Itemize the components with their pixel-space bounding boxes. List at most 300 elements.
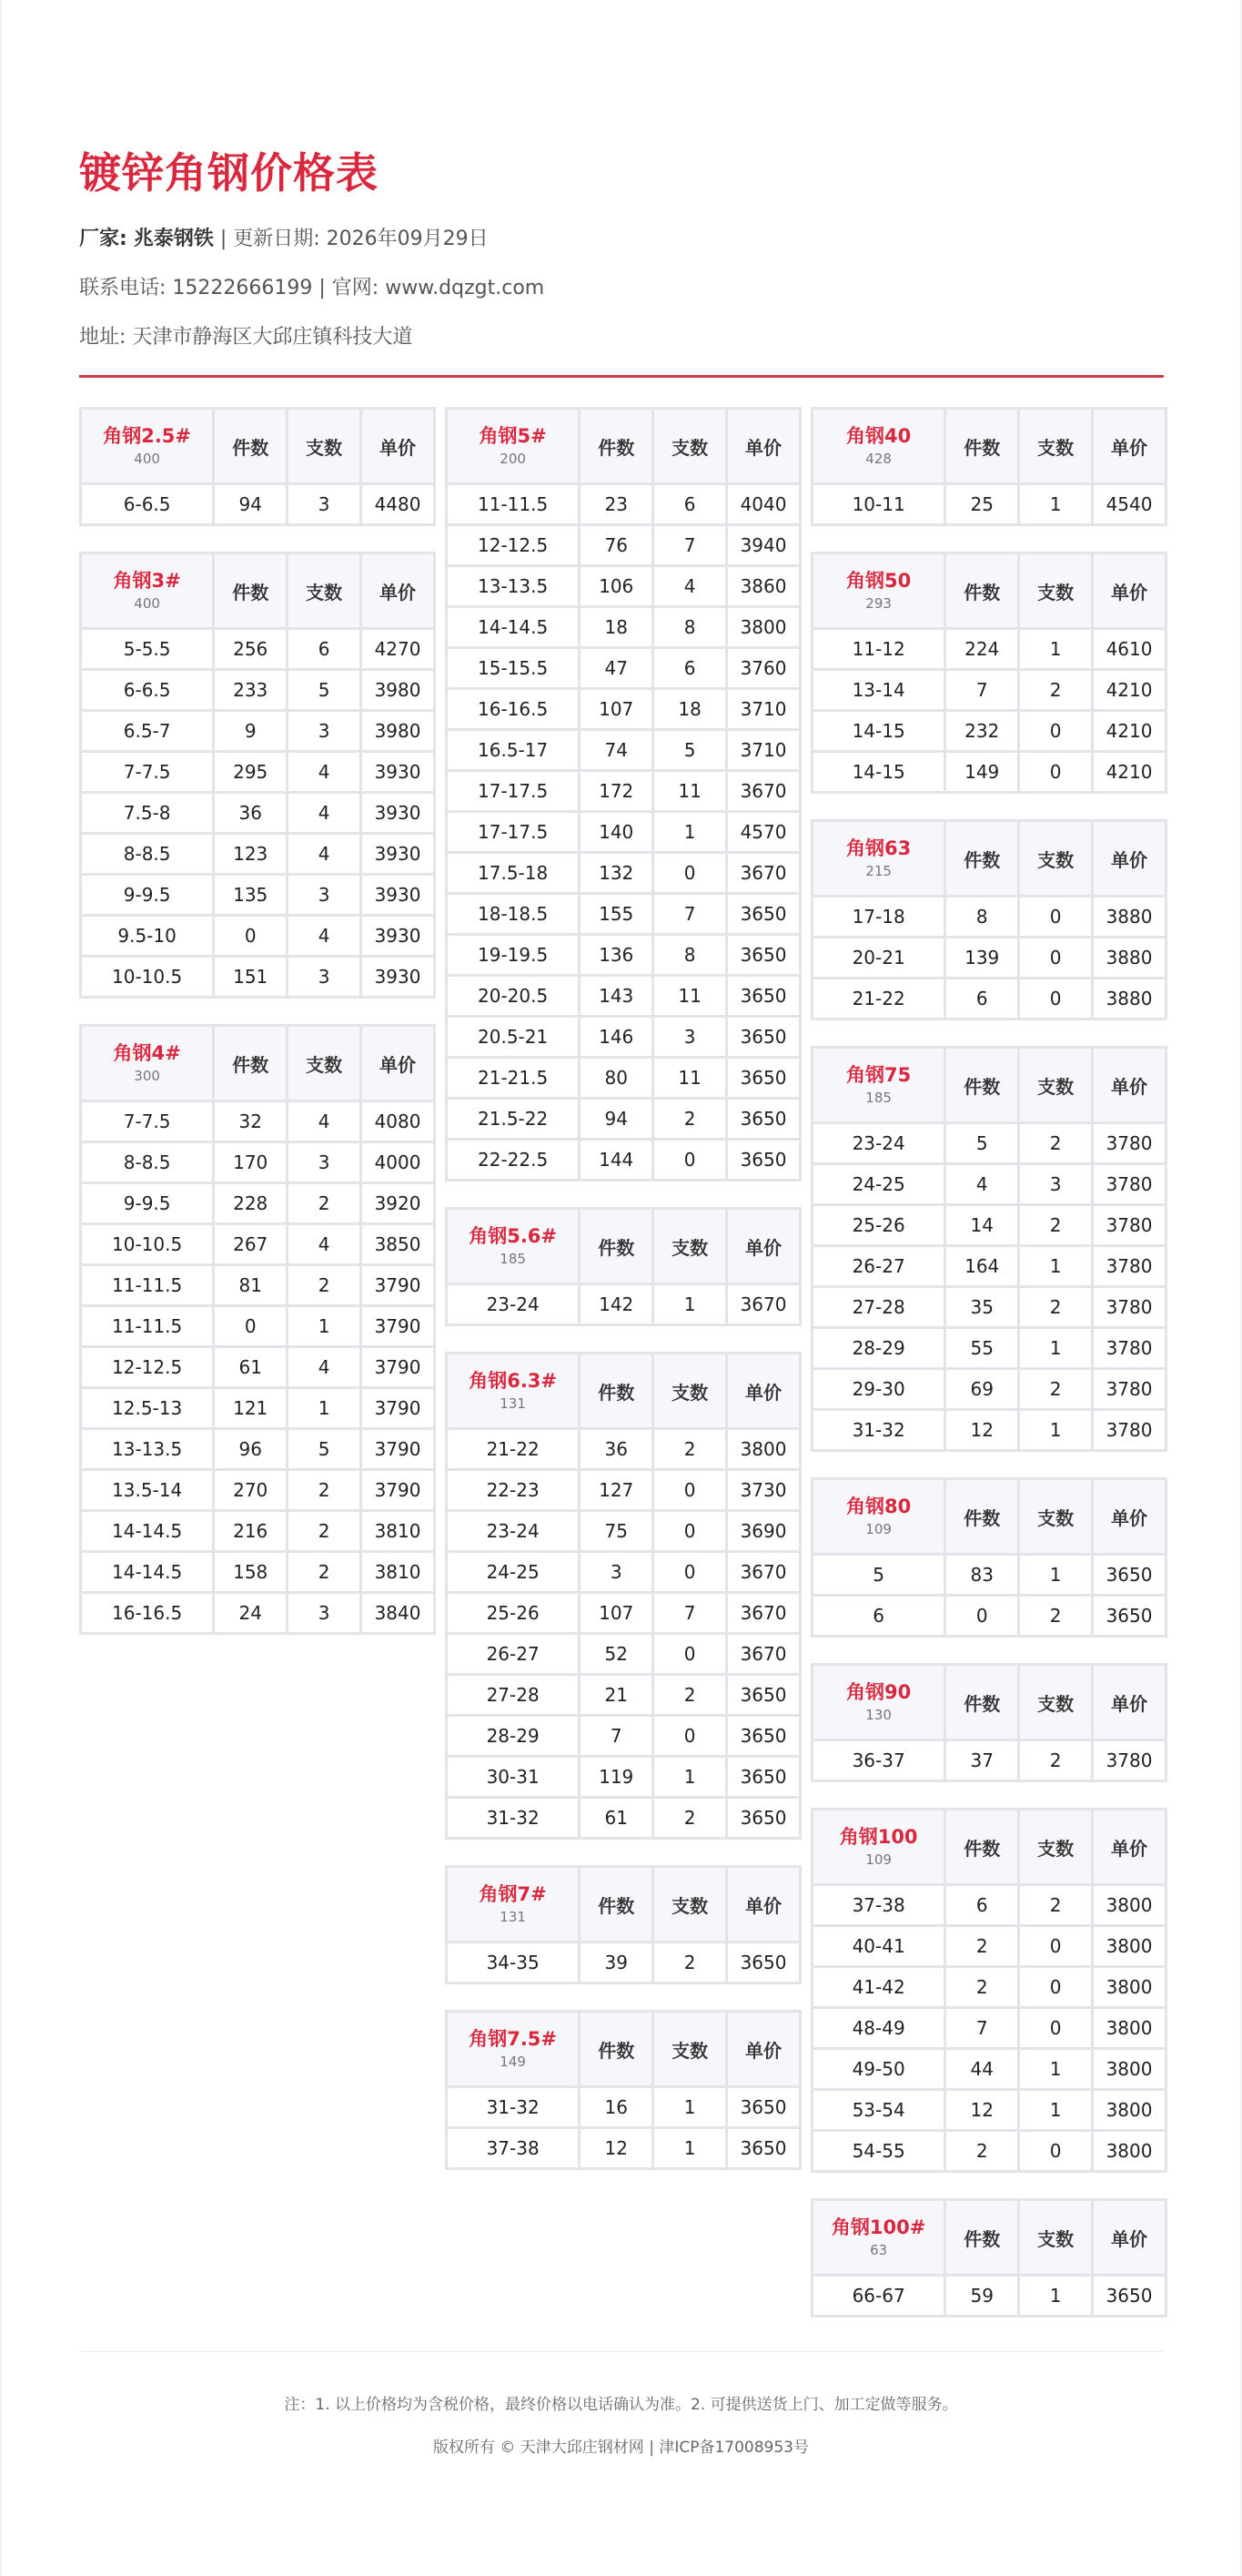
header-pieces: 件数 xyxy=(946,554,1017,627)
spec-name: 角钢2.5# xyxy=(103,425,192,447)
price-cell: 3800 xyxy=(1094,1927,1165,1965)
count-cell: 2 xyxy=(288,1471,359,1509)
size-cell: 23-24 xyxy=(448,1512,578,1550)
spec-name: 角钢40 xyxy=(846,425,912,447)
pieces-cell: 127 xyxy=(581,1471,651,1509)
size-cell: 8-8.5 xyxy=(82,1143,212,1182)
price-cell: 3790 xyxy=(362,1348,433,1386)
spec-weight: 130 xyxy=(865,1707,892,1723)
pieces-cell: 136 xyxy=(581,936,651,974)
count-cell: 1 xyxy=(654,1285,725,1323)
pieces-cell: 76 xyxy=(581,526,651,564)
table-row xyxy=(82,753,433,791)
price-cell: 3800 xyxy=(1094,2009,1165,2047)
pieces-cell: 146 xyxy=(581,1018,651,1056)
size-cell: 17.5-18 xyxy=(448,854,578,892)
count-cell: 1 xyxy=(654,1758,725,1796)
phone-label: 联系电话: xyxy=(79,277,167,299)
pieces-cell: 16 xyxy=(581,2088,651,2126)
price-cell: 3940 xyxy=(728,526,799,564)
price-cell: 3790 xyxy=(362,1471,433,1509)
count-cell: 11 xyxy=(654,772,725,810)
count-cell: 6 xyxy=(288,630,359,668)
table-row xyxy=(813,671,1165,709)
price-table xyxy=(811,1046,1167,1452)
count-cell: 7 xyxy=(654,526,725,564)
spec-header xyxy=(813,1480,944,1553)
table-row xyxy=(448,1635,799,1673)
price-cell: 3780 xyxy=(1094,1165,1165,1203)
size-cell: 11-11.5 xyxy=(448,485,578,523)
table-header-row xyxy=(448,1354,799,1427)
pieces-cell: 2 xyxy=(946,1968,1017,2006)
table-header-row xyxy=(82,410,433,482)
table-row xyxy=(448,2129,799,2167)
size-cell: 21-22 xyxy=(448,1430,578,1468)
table-row xyxy=(82,1307,433,1345)
price-cell: 3650 xyxy=(728,1799,799,1837)
pieces-cell: 44 xyxy=(946,2050,1017,2088)
price-cell: 3780 xyxy=(1094,1370,1165,1408)
table-row xyxy=(813,1597,1165,1635)
pieces-cell: 80 xyxy=(581,1059,651,1097)
count-cell: 3 xyxy=(288,958,359,996)
size-cell: 12-12.5 xyxy=(82,1348,212,1386)
table-row xyxy=(448,1430,799,1468)
count-cell: 0 xyxy=(1020,753,1091,791)
size-cell: 6 xyxy=(813,1597,944,1635)
count-cell: 4 xyxy=(288,1225,359,1263)
table-header-row xyxy=(813,2201,1165,2274)
table-header-row xyxy=(448,1868,799,1941)
size-cell: 29-30 xyxy=(813,1370,944,1408)
count-cell: 3 xyxy=(288,1143,359,1182)
size-cell: 5 xyxy=(813,1556,944,1594)
count-cell: 2 xyxy=(1020,671,1091,709)
size-cell: 28-29 xyxy=(813,1329,944,1367)
table-row xyxy=(82,1266,433,1304)
count-cell: 8 xyxy=(654,608,725,646)
count-cell: 1 xyxy=(1020,2050,1091,2088)
table-row xyxy=(813,1927,1165,1965)
pieces-cell: 149 xyxy=(946,753,1017,791)
table-row xyxy=(813,630,1165,668)
price-cell: 3980 xyxy=(362,712,433,750)
size-cell: 26-27 xyxy=(813,1247,944,1285)
price-cell: 3760 xyxy=(728,649,799,687)
table-row xyxy=(448,1594,799,1632)
count-cell: 7 xyxy=(654,895,725,933)
count-cell: 2 xyxy=(654,1943,725,1982)
pieces-cell: 35 xyxy=(946,1288,1017,1326)
spec-header xyxy=(448,1354,578,1427)
price-table xyxy=(811,1808,1167,2173)
pieces-cell: 106 xyxy=(581,567,651,605)
table-row xyxy=(82,671,433,709)
header-pieces: 件数 xyxy=(946,410,1017,482)
header-price: 单价 xyxy=(1094,1810,1165,1883)
header-price: 单价 xyxy=(1094,1049,1165,1121)
size-cell: 20.5-21 xyxy=(448,1018,578,1056)
header-price: 单价 xyxy=(1094,410,1165,482)
header-price: 单价 xyxy=(1094,554,1165,627)
pieces-cell: 18 xyxy=(581,608,651,646)
spec-header xyxy=(813,410,944,482)
size-cell: 31-32 xyxy=(448,2088,578,2126)
count-cell: 2 xyxy=(1020,1206,1091,1244)
table-row xyxy=(82,1143,433,1182)
pieces-cell: 7 xyxy=(581,1717,651,1755)
price-cell: 3650 xyxy=(728,1059,799,1097)
price-cell: 3780 xyxy=(1094,1206,1165,1244)
count-cell: 8 xyxy=(654,936,725,974)
price-cell: 4080 xyxy=(362,1102,433,1141)
table-row xyxy=(82,958,433,996)
size-cell: 20-21 xyxy=(813,938,944,977)
size-cell: 10-10.5 xyxy=(82,958,212,996)
table-header-row xyxy=(448,410,799,482)
count-cell: 2 xyxy=(654,1676,725,1714)
price-cell: 3650 xyxy=(728,1141,799,1179)
spec-weight: 185 xyxy=(500,1251,526,1267)
table-row xyxy=(82,1553,433,1591)
count-cell: 6 xyxy=(654,649,725,687)
header-price: 单价 xyxy=(728,1868,799,1941)
count-cell: 2 xyxy=(288,1266,359,1304)
count-cell: 2 xyxy=(1020,1741,1091,1780)
price-table xyxy=(811,552,1167,794)
count-cell: 1 xyxy=(654,2088,725,2126)
spec-weight: 200 xyxy=(500,451,526,467)
pieces-cell: 142 xyxy=(581,1285,651,1323)
pieces-cell: 2 xyxy=(946,2132,1017,2170)
pieces-cell: 155 xyxy=(581,895,651,933)
price-cell: 3780 xyxy=(1094,1124,1165,1162)
pieces-cell: 94 xyxy=(215,485,286,523)
table-row xyxy=(448,485,799,523)
price-cell: 3880 xyxy=(1094,898,1165,936)
table-row xyxy=(813,753,1165,791)
header-count: 支数 xyxy=(1020,1810,1091,1883)
count-cell: 2 xyxy=(288,1184,359,1222)
table-row xyxy=(813,2050,1165,2088)
table-row xyxy=(82,1184,433,1222)
size-cell: 40-41 xyxy=(813,1927,944,1965)
address-line xyxy=(79,324,1164,351)
count-cell: 1 xyxy=(1020,1556,1091,1594)
price-cell: 3650 xyxy=(728,936,799,974)
price-cell: 3800 xyxy=(1094,2091,1165,2129)
spec-name: 角钢3# xyxy=(113,570,181,592)
price-cell: 3930 xyxy=(362,835,433,873)
price-table xyxy=(445,1352,802,1840)
table-row xyxy=(448,1512,799,1550)
header-count: 支数 xyxy=(654,1354,725,1427)
price-cell: 3800 xyxy=(728,1430,799,1468)
header-price: 单价 xyxy=(362,554,433,627)
spec-header xyxy=(448,1210,578,1283)
price-cell: 3860 xyxy=(728,567,799,605)
price-table xyxy=(445,1207,802,1326)
price-cell: 3650 xyxy=(728,1676,799,1714)
price-cell: 3790 xyxy=(362,1430,433,1468)
table-row xyxy=(448,649,799,687)
price-cell: 3790 xyxy=(362,1266,433,1304)
size-cell: 25-26 xyxy=(813,1206,944,1244)
count-cell: 0 xyxy=(654,1471,725,1509)
pieces-cell: 24 xyxy=(215,1594,286,1632)
header-count: 支数 xyxy=(654,2013,725,2085)
size-cell: 18-18.5 xyxy=(448,895,578,933)
count-cell: 18 xyxy=(654,690,725,728)
table-row xyxy=(82,1348,433,1386)
size-cell: 17-17.5 xyxy=(448,772,578,810)
table-row xyxy=(813,1370,1165,1408)
pieces-cell: 233 xyxy=(215,671,286,709)
spec-name: 角钢7# xyxy=(479,1883,547,1905)
table-row xyxy=(82,1471,433,1509)
size-cell: 10-10.5 xyxy=(82,1225,212,1263)
price-cell: 3710 xyxy=(728,731,799,769)
price-cell: 3650 xyxy=(728,1717,799,1755)
count-cell: 0 xyxy=(654,1717,725,1755)
spec-weight: 63 xyxy=(870,2242,888,2258)
spec-header xyxy=(82,1027,212,1100)
size-cell: 36-37 xyxy=(813,1741,944,1780)
pieces-cell: 12 xyxy=(946,2091,1017,2129)
size-cell: 31-32 xyxy=(448,1799,578,1837)
spec-name: 角钢50 xyxy=(846,570,912,592)
spec-weight: 149 xyxy=(500,2054,526,2070)
pieces-cell: 3 xyxy=(581,1553,651,1591)
price-cell: 3650 xyxy=(728,2129,799,2167)
price-cell: 3690 xyxy=(728,1512,799,1550)
price-cell: 3650 xyxy=(728,1018,799,1056)
spec-name: 角钢80 xyxy=(846,1496,912,1517)
count-cell: 1 xyxy=(1020,2277,1091,2315)
pieces-cell: 61 xyxy=(215,1348,286,1386)
size-cell: 66-67 xyxy=(813,2277,944,2315)
size-cell: 49-50 xyxy=(813,2050,944,2088)
page-title: 镀锌角钢价格表 xyxy=(79,148,379,198)
price-cell: 3670 xyxy=(728,1635,799,1673)
size-cell: 5-5.5 xyxy=(82,630,212,668)
count-cell: 0 xyxy=(654,1635,725,1673)
price-cell: 3670 xyxy=(728,1594,799,1632)
header-pieces: 件数 xyxy=(946,1049,1017,1121)
table-row xyxy=(82,1512,433,1550)
date-label: | 更新日期: xyxy=(219,228,320,250)
header-pieces: 件数 xyxy=(946,1810,1017,1883)
table-row xyxy=(813,2132,1165,2170)
header-pieces: 件数 xyxy=(581,1210,651,1283)
count-cell: 5 xyxy=(288,671,359,709)
size-cell: 16-16.5 xyxy=(448,690,578,728)
count-cell: 1 xyxy=(1020,1247,1091,1285)
size-cell: 13-13.5 xyxy=(82,1430,212,1468)
table-row xyxy=(448,567,799,605)
table-header-row xyxy=(448,1210,799,1283)
price-cell: 3810 xyxy=(362,1512,433,1550)
size-cell: 11-12 xyxy=(813,630,944,668)
size-cell: 17-18 xyxy=(813,898,944,936)
phone-number[interactable]: 15222666199 xyxy=(172,277,313,299)
table-row xyxy=(813,1329,1165,1367)
size-cell: 23-24 xyxy=(813,1124,944,1162)
pieces-cell: 107 xyxy=(581,690,651,728)
spec-weight: 300 xyxy=(134,1068,160,1084)
header-price: 单价 xyxy=(1094,2201,1165,2274)
header-count: 支数 xyxy=(1020,2201,1091,2274)
size-cell: 12-12.5 xyxy=(448,526,578,564)
pieces-cell: 123 xyxy=(215,835,286,873)
price-table xyxy=(79,552,436,999)
size-cell: 15-15.5 xyxy=(448,649,578,687)
count-cell: 4 xyxy=(288,1348,359,1386)
table-header-row xyxy=(82,1027,433,1100)
count-cell: 0 xyxy=(1020,1927,1091,1965)
price-cell: 3800 xyxy=(1094,2050,1165,2088)
size-cell: 16.5-17 xyxy=(448,731,578,769)
spec-name: 角钢5# xyxy=(479,425,547,447)
table-row xyxy=(448,1285,799,1323)
header-pieces: 件数 xyxy=(215,1027,286,1100)
price-table xyxy=(811,1477,1167,1638)
header-pieces: 件数 xyxy=(946,2201,1017,2274)
pieces-cell: 232 xyxy=(946,712,1017,750)
count-cell: 1 xyxy=(1020,2091,1091,2129)
price-cell: 3780 xyxy=(1094,1741,1165,1780)
size-cell: 27-28 xyxy=(813,1288,944,1326)
table-header-row xyxy=(813,410,1165,482)
pieces-cell: 94 xyxy=(581,1100,651,1138)
header-price: 单价 xyxy=(728,410,799,482)
table-row xyxy=(448,813,799,851)
pieces-cell: 7 xyxy=(946,671,1017,709)
pieces-cell: 132 xyxy=(581,854,651,892)
size-cell: 41-42 xyxy=(813,1968,944,2006)
pieces-cell: 39 xyxy=(581,1943,651,1982)
price-cell: 3670 xyxy=(728,772,799,810)
table-row xyxy=(448,1141,799,1179)
count-cell: 5 xyxy=(288,1430,359,1468)
header-pieces: 件数 xyxy=(581,1868,651,1941)
price-cell: 3670 xyxy=(728,1553,799,1591)
table-row xyxy=(813,2009,1165,2047)
pieces-cell: 37 xyxy=(946,1741,1017,1780)
table-row xyxy=(813,485,1165,523)
spec-name: 角钢90 xyxy=(846,1681,912,1703)
size-cell: 24-25 xyxy=(813,1165,944,1203)
contact-line xyxy=(79,275,1164,302)
pieces-cell: 119 xyxy=(581,1758,651,1796)
factory-line xyxy=(79,226,1164,253)
size-cell: 14-15 xyxy=(813,712,944,750)
count-cell: 3 xyxy=(288,712,359,750)
pieces-cell: 12 xyxy=(946,1411,1017,1449)
pieces-cell: 47 xyxy=(581,649,651,687)
size-cell: 31-32 xyxy=(813,1411,944,1449)
count-cell: 2 xyxy=(1020,1886,1091,1924)
column-3 xyxy=(811,407,1167,2343)
pieces-cell: 158 xyxy=(215,1553,286,1591)
price-cell: 3780 xyxy=(1094,1411,1165,1449)
pieces-cell: 23 xyxy=(581,485,651,523)
size-cell: 14-14.5 xyxy=(82,1553,212,1591)
count-cell: 2 xyxy=(1020,1288,1091,1326)
table-row xyxy=(813,1247,1165,1285)
header-count: 支数 xyxy=(1020,554,1091,627)
count-cell: 0 xyxy=(1020,1968,1091,2006)
table-row xyxy=(448,1018,799,1056)
pieces-cell: 170 xyxy=(215,1143,286,1182)
table-row xyxy=(448,977,799,1015)
size-cell: 37-38 xyxy=(448,2129,578,2167)
price-cell: 3850 xyxy=(362,1225,433,1263)
pieces-cell: 0 xyxy=(215,917,286,955)
price-table xyxy=(811,407,1167,526)
pieces-cell: 140 xyxy=(581,813,651,851)
header-count: 支数 xyxy=(1020,1480,1091,1553)
table-row xyxy=(82,630,433,668)
size-cell: 21-21.5 xyxy=(448,1059,578,1097)
pieces-cell: 8 xyxy=(946,898,1017,936)
table-row xyxy=(813,979,1165,1018)
table-row xyxy=(82,1389,433,1427)
price-cell: 3840 xyxy=(362,1594,433,1632)
price-cell: 3800 xyxy=(1094,2132,1165,2170)
count-cell: 1 xyxy=(1020,485,1091,523)
header-count: 支数 xyxy=(654,1210,725,1283)
table-row xyxy=(448,608,799,646)
price-cell: 3780 xyxy=(1094,1247,1165,1285)
header-price: 单价 xyxy=(728,2013,799,2085)
website-link[interactable]: www.dqzgt.com xyxy=(385,277,545,299)
size-cell: 11-11.5 xyxy=(82,1307,212,1345)
table-row xyxy=(448,1676,799,1714)
pieces-cell: 172 xyxy=(581,772,651,810)
size-cell: 7-7.5 xyxy=(82,753,212,791)
table-row xyxy=(448,1943,799,1982)
spec-header xyxy=(448,410,578,482)
pieces-cell: 12 xyxy=(581,2129,651,2167)
price-cell: 4210 xyxy=(1094,671,1165,709)
header-count: 支数 xyxy=(654,410,725,482)
price-cell: 4040 xyxy=(728,485,799,523)
spec-weight: 400 xyxy=(134,595,160,612)
size-cell: 6.5-7 xyxy=(82,712,212,750)
size-cell: 28-29 xyxy=(448,1717,578,1755)
price-cell: 3650 xyxy=(728,977,799,1015)
size-cell: 13-14 xyxy=(813,671,944,709)
spec-weight: 131 xyxy=(500,1909,526,1925)
pieces-cell: 36 xyxy=(215,794,286,832)
pieces-cell: 295 xyxy=(215,753,286,791)
spec-header xyxy=(82,554,212,627)
price-table xyxy=(811,2198,1167,2317)
table-row xyxy=(448,1717,799,1755)
count-cell: 4 xyxy=(288,794,359,832)
spec-header xyxy=(813,1810,944,1883)
pieces-cell: 69 xyxy=(946,1370,1017,1408)
price-cell: 3650 xyxy=(728,895,799,933)
size-cell: 25-26 xyxy=(448,1594,578,1632)
count-cell: 2 xyxy=(654,1430,725,1468)
price-page xyxy=(2,0,1240,2576)
pieces-cell: 216 xyxy=(215,1512,286,1550)
pieces-cell: 4 xyxy=(946,1165,1017,1203)
count-cell: 3 xyxy=(1020,1165,1091,1203)
